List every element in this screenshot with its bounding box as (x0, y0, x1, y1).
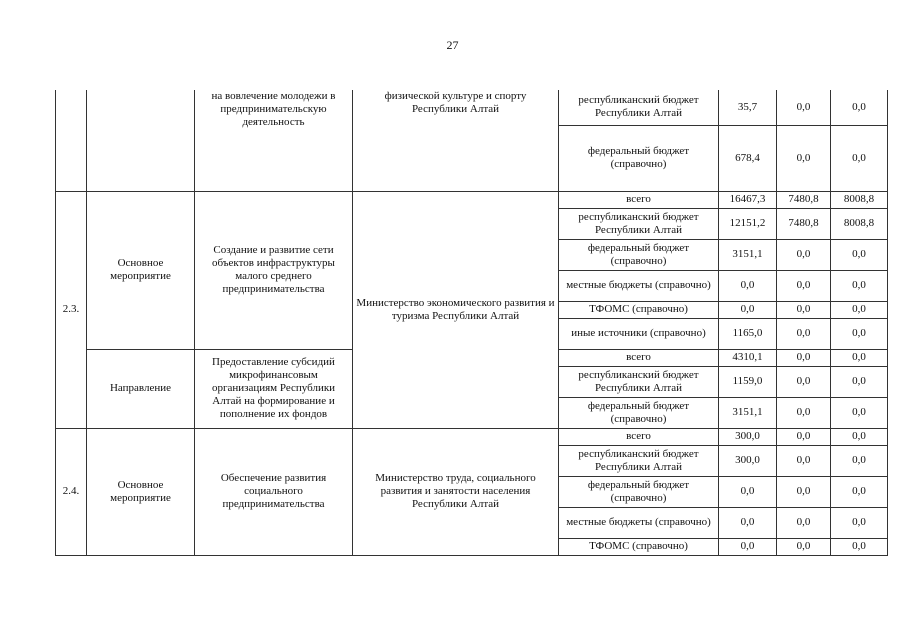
funding-source-cell: всего (559, 428, 719, 445)
amount-cell: 0,0 (777, 366, 831, 397)
table-row (56, 90, 888, 125)
direction-name-cell: Предоставление субсидий микрофинансовым организациям Республики Алтай на формирование и пополнение их фондов (195, 349, 353, 428)
funding-source-cell: республиканский бюджет Республики Алтай (559, 445, 719, 476)
activity-type-cell: Основное мероприятие (87, 191, 195, 349)
activity-name-cell: Обеспечение развития социального предпринимательства (195, 428, 353, 555)
amount-cell: 0,0 (831, 366, 888, 397)
amount-cell: 0,0 (831, 507, 888, 538)
program-funding-table (55, 90, 888, 556)
funding-source-cell: федеральный бюджет (справочно) (559, 239, 719, 270)
amount-cell: 8008,8 (831, 191, 888, 208)
amount-cell: 0,0 (777, 270, 831, 301)
funding-source-cell: местные бюджеты (справочно) (559, 270, 719, 301)
amount-cell: 0,0 (831, 239, 888, 270)
page-number: 27 (446, 38, 459, 52)
amount-cell: 7480,8 (777, 191, 831, 208)
amount-cell: 12151,2 (719, 208, 777, 239)
amount-cell: 4310,1 (719, 349, 777, 366)
amount-cell: 0,0 (777, 507, 831, 538)
amount-cell: 35,7 (719, 90, 777, 125)
number-cell (56, 90, 87, 191)
amount-cell: 300,0 (719, 445, 777, 476)
funding-source-cell: республиканский бюджет Республики Алтай (559, 366, 719, 397)
funding-source-cell: федеральный бюджет (справочно) (559, 397, 719, 428)
amount-cell: 0,0 (777, 538, 831, 555)
amount-cell: 0,0 (719, 507, 777, 538)
amount-cell: 0,0 (719, 270, 777, 301)
direction-type-cell: Направление (87, 349, 195, 428)
amount-cell: 0,0 (777, 349, 831, 366)
amount-cell: 0,0 (777, 476, 831, 507)
amount-cell: 0,0 (831, 270, 888, 301)
amount-cell: 0,0 (777, 90, 831, 125)
activity-type-cell: Основное мероприятие (87, 428, 195, 555)
amount-cell: 7480,8 (777, 208, 831, 239)
funding-source-cell: ТФОМС (справочно) (559, 301, 719, 318)
funding-source-cell: иные источники (справочно) (559, 318, 719, 349)
funding-source-cell: федеральный бюджет (справочно) (559, 125, 719, 191)
amount-cell: 0,0 (831, 476, 888, 507)
funding-source-cell: федеральный бюджет (справочно) (559, 476, 719, 507)
amount-cell: 0,0 (831, 428, 888, 445)
table-row (56, 428, 888, 445)
amount-cell: 0,0 (777, 239, 831, 270)
amount-cell: 0,0 (719, 301, 777, 318)
section-number-cell: 2.3. (56, 191, 87, 428)
amount-cell: 0,0 (777, 318, 831, 349)
amount-cell: 0,0 (719, 538, 777, 555)
amount-cell: 0,0 (831, 349, 888, 366)
amount-cell: 8008,8 (831, 208, 888, 239)
amount-cell: 0,0 (777, 428, 831, 445)
funding-source-cell: республиканский бюджет Республики Алтай (559, 208, 719, 239)
amount-cell: 0,0 (777, 125, 831, 191)
amount-cell: 0,0 (831, 301, 888, 318)
type-cell (87, 90, 195, 191)
amount-cell: 300,0 (719, 428, 777, 445)
funding-source-cell: ТФОМС (справочно) (559, 538, 719, 555)
activity-name-cell: Создание и развитие сети объектов инфраструктуры малого среднего предпринимательства (195, 191, 353, 349)
amount-cell: 0,0 (831, 538, 888, 555)
amount-cell: 0,0 (777, 445, 831, 476)
section-number-cell: 2.4. (56, 428, 87, 555)
goal-cell: на вовлечение молодежи в предпринимательскую деятельность (195, 90, 353, 191)
amount-cell: 0,0 (831, 397, 888, 428)
amount-cell: 1159,0 (719, 366, 777, 397)
funding-source-cell: всего (559, 349, 719, 366)
funding-source-cell: всего (559, 191, 719, 208)
executor-cell: Министерство экономического развития и туризма Республики Алтай (353, 191, 559, 428)
amount-cell: 0,0 (831, 125, 888, 191)
amount-cell: 0,0 (831, 90, 888, 125)
amount-cell: 0,0 (831, 318, 888, 349)
amount-cell: 0,0 (777, 397, 831, 428)
amount-cell: 16467,3 (719, 191, 777, 208)
amount-cell: 3151,1 (719, 239, 777, 270)
amount-cell: 3151,1 (719, 397, 777, 428)
funding-source-cell: республиканский бюджет Республики Алтай (559, 90, 719, 125)
executor-cell: физической культуре и спорту Республики Алтай (353, 90, 559, 191)
amount-cell: 0,0 (831, 445, 888, 476)
amount-cell: 0,0 (719, 476, 777, 507)
amount-cell: 678,4 (719, 125, 777, 191)
amount-cell: 1165,0 (719, 318, 777, 349)
funding-source-cell: местные бюджеты (справочно) (559, 507, 719, 538)
table-row (56, 191, 888, 208)
executor-cell: Министерство труда, социального развития и занятости населения Республики Алтай (353, 428, 559, 555)
amount-cell: 0,0 (777, 301, 831, 318)
